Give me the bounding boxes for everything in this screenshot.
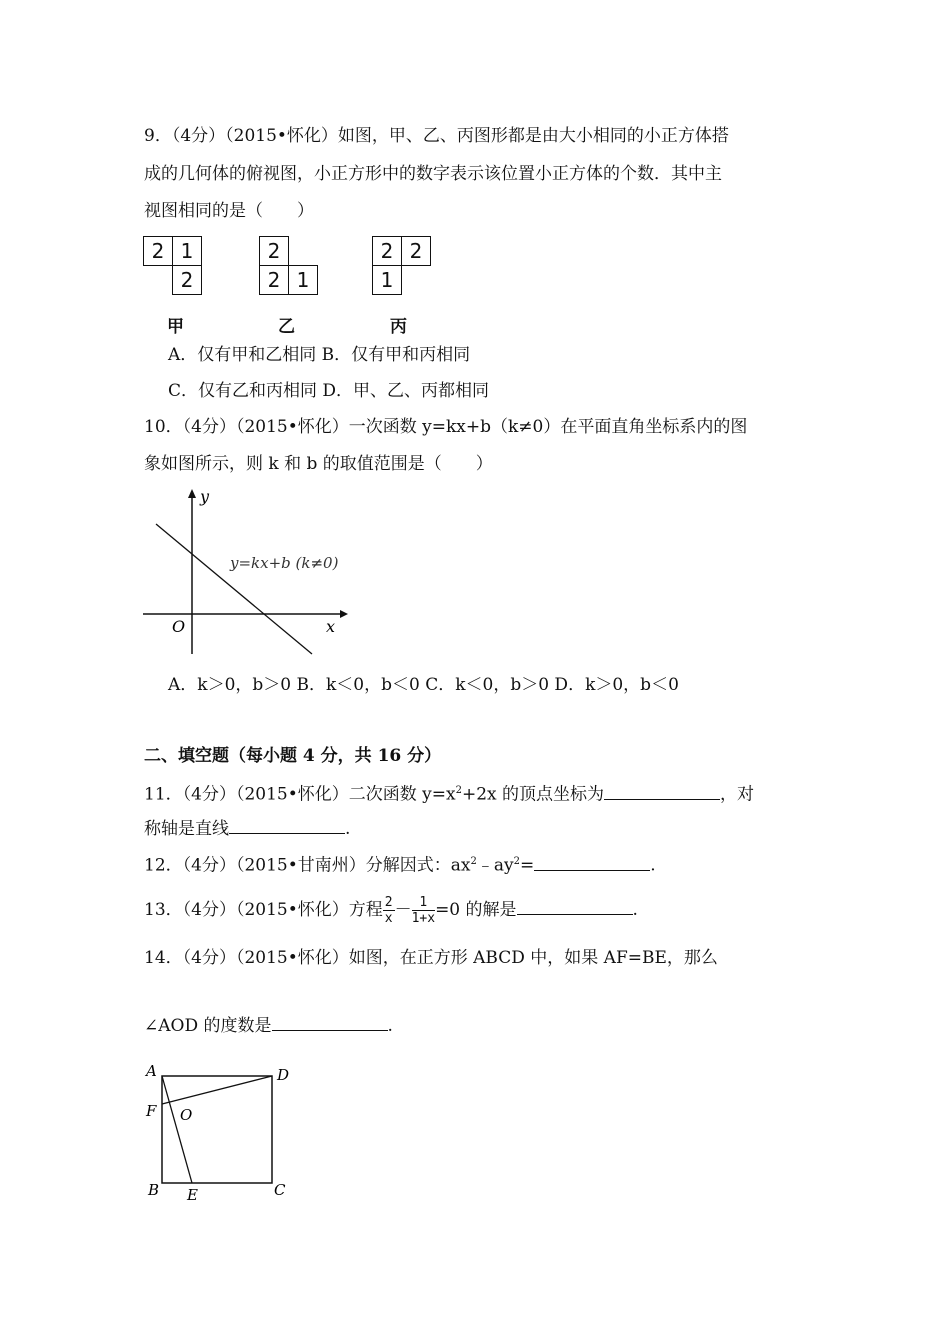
label-d: D <box>277 1066 290 1084</box>
q9-line3: 视图相同的是（ ） <box>144 201 314 221</box>
y-axis-arrow <box>188 489 196 498</box>
label-a: A <box>146 1062 157 1080</box>
x-axis-label: x <box>326 617 336 636</box>
q9-options-ab: A．仅有甲和乙相同 B．仅有甲和丙相同 <box>168 345 471 365</box>
q9-line1: 9．（4分）（2015•怀化）如图，甲、乙、丙图形都是由大小相同的小正方体搭 <box>144 126 729 146</box>
q13-minus: － <box>394 900 412 920</box>
equation-label: y=kx+b (k≠0) <box>230 554 339 572</box>
grid-label-yi: 乙 <box>278 317 295 337</box>
section-heading: 二、填空题（每小题 4 分，共 16 分） <box>144 746 442 766</box>
grid-cell: 2 <box>259 236 289 266</box>
q13-text-b: =0 的解是 <box>435 900 517 920</box>
q12-blank[interactable] <box>534 852 650 871</box>
q13-line <box>144 893 638 927</box>
square-abcd <box>162 1076 272 1183</box>
grid-cell: 1 <box>172 236 202 266</box>
segment-af-to-d <box>162 1076 272 1104</box>
segment-a-to-e <box>162 1076 192 1183</box>
linear-function-graph <box>140 486 350 658</box>
q14-blank[interactable] <box>272 1012 388 1031</box>
fraction-numerator: 1 <box>412 895 435 911</box>
q11-text-b: +2x 的顶点坐标为 <box>461 784 605 805</box>
q11-blank-axis[interactable] <box>229 815 345 834</box>
q9-line2: 成的几何体的俯视图，小正方形中的数字表示该位置小正方体的个数．其中主 <box>144 164 722 184</box>
square-abcd-diagram <box>140 1060 300 1210</box>
q11-text-c: ，对 <box>720 784 755 805</box>
grid-cell: 2 <box>372 236 402 266</box>
label-e: E <box>187 1186 198 1204</box>
q12-text-b: ﹣ay <box>476 855 514 876</box>
label-b: B <box>148 1181 160 1199</box>
q11-text-d: 称轴是直线 <box>144 819 229 839</box>
q11-text-e: . <box>345 819 351 839</box>
q14-text-a: ∠AOD 的度数是 <box>144 1016 272 1036</box>
q14-line2 <box>144 1012 393 1038</box>
label-o: O <box>180 1106 193 1124</box>
grid-cell: 1 <box>288 265 318 295</box>
q13-text-a: 13．（4分）（2015•怀化）方程 <box>144 900 383 920</box>
fraction-1-over-1plusx <box>412 895 435 926</box>
q12-sup2: 2 <box>513 856 520 867</box>
q10-line2: 象如图所示，则 k 和 b 的取值范围是（ ） <box>144 454 493 474</box>
q12-sup1: 2 <box>470 856 477 867</box>
q10-options: A．k＞0，b＞0 B．k＜0，b＜0 C．k＜0，b＞0 D．k＞0，b＜0 <box>168 675 679 695</box>
x-axis-arrow <box>340 610 348 618</box>
grid-cell: 2 <box>172 265 202 295</box>
fraction-denominator: 1+x <box>411 911 436 926</box>
label-f: F <box>146 1102 157 1120</box>
grid-label-bing: 丙 <box>390 317 407 337</box>
y-axis-label: y <box>200 487 210 506</box>
grid-cell: 2 <box>401 236 431 266</box>
q11-line2 <box>144 815 350 841</box>
q11-sup: 2 <box>455 785 462 796</box>
q12-line <box>144 850 656 878</box>
grid-cell: 2 <box>143 236 173 266</box>
origin-label: O <box>172 617 186 636</box>
q12-text-d: . <box>650 855 656 876</box>
label-c: C <box>274 1181 286 1199</box>
q14-text-b: . <box>387 1016 393 1036</box>
grid-cell: 1 <box>372 265 402 295</box>
q11-text-a: 11．（4分）（2015•怀化）二次函数 y=x <box>144 784 456 805</box>
q12-text-a: 12．（4分）（2015•甘南州）分解因式：ax <box>144 855 471 876</box>
grid-cell: 2 <box>259 265 289 295</box>
fraction-2-over-x <box>383 895 395 926</box>
q13-blank[interactable] <box>517 896 633 915</box>
fraction-numerator: 2 <box>384 895 393 910</box>
q13-text-c: . <box>632 900 638 920</box>
grid-label-jia: 甲 <box>167 317 184 337</box>
q14-line1: 14．（4分）（2015•怀化）如图，在正方形 ABCD 中，如果 AF=BE，那么 <box>144 948 718 968</box>
q11-blank-vertex[interactable] <box>604 781 720 800</box>
q9-options-cd: C．仅有乙和丙相同 D．甲、乙、丙都相同 <box>168 381 490 401</box>
q11-line1 <box>144 779 754 807</box>
q10-line1: 10．（4分）（2015•怀化）一次函数 y=kx+b（k≠0）在平面直角坐标系内的图 <box>144 417 748 437</box>
fraction-denominator: x <box>384 911 393 926</box>
q12-text-c: = <box>519 855 535 876</box>
